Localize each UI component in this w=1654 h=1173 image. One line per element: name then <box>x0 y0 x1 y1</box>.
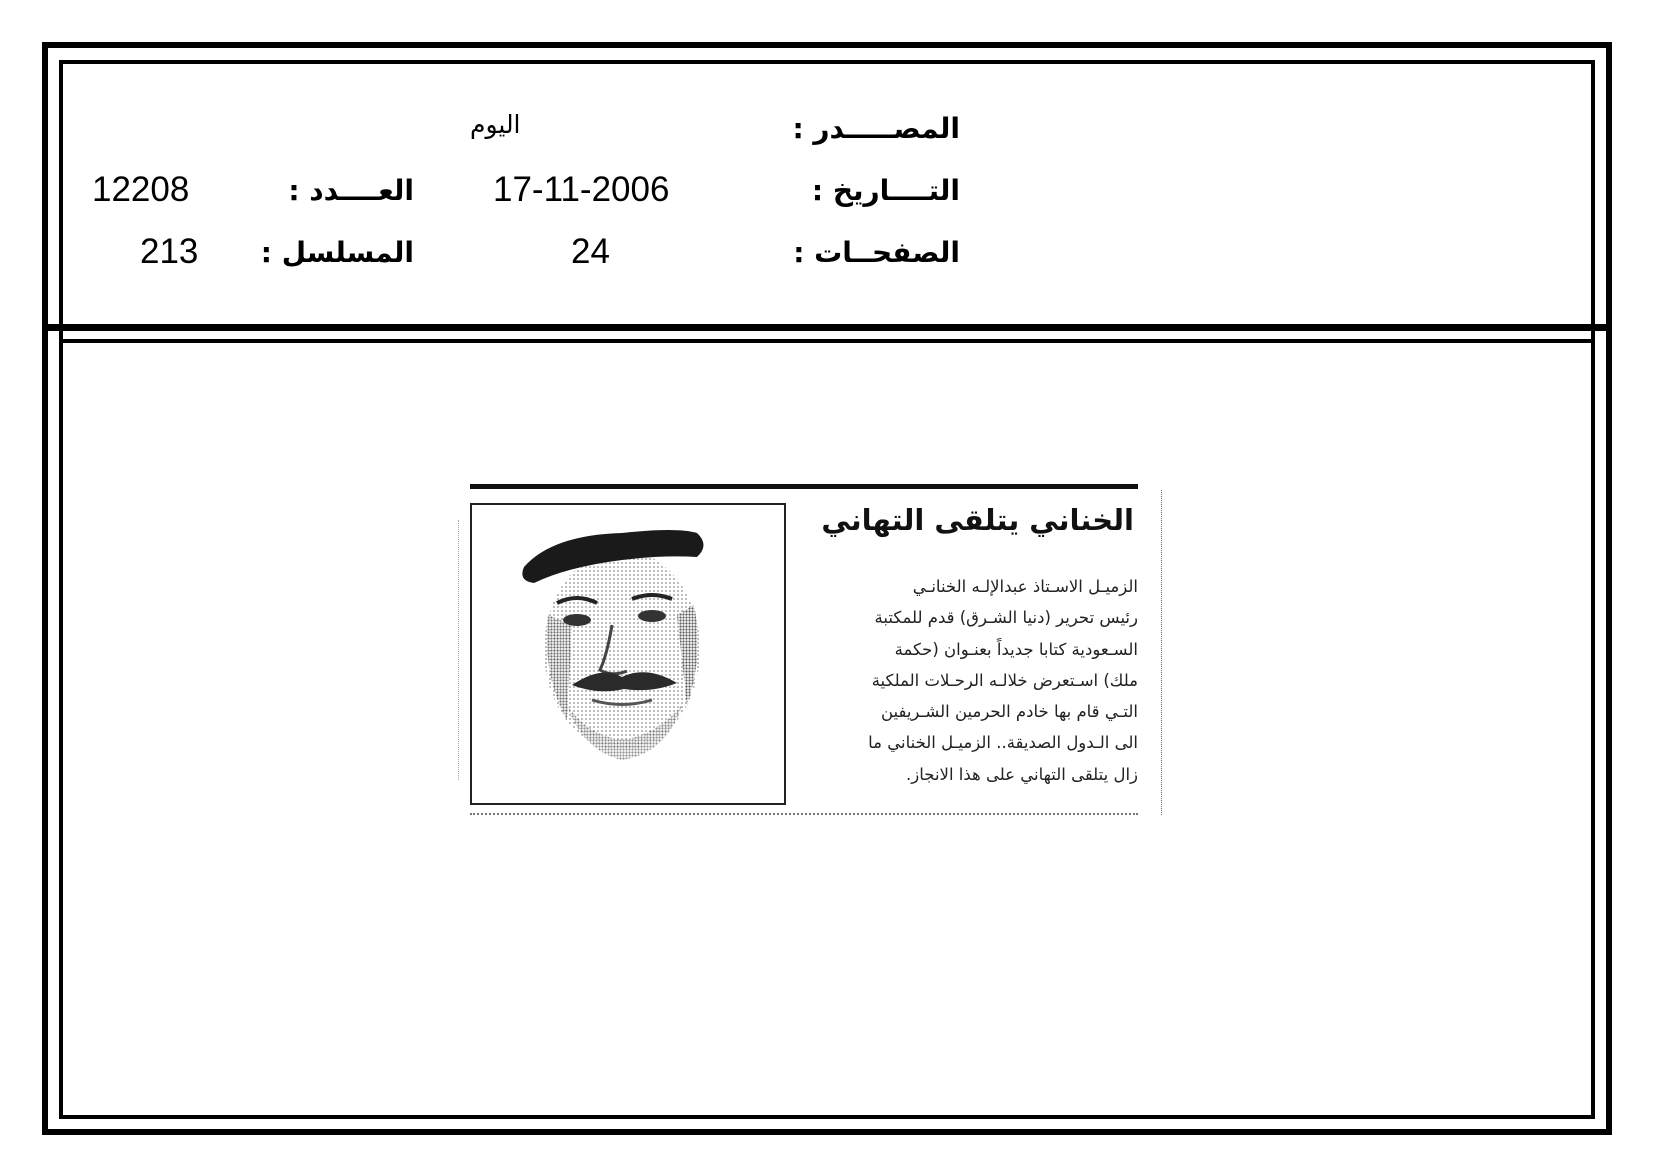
source-value: اليوم <box>470 110 521 139</box>
article-line: السـعودية كتابا جديداً بعنـوان (حكمة <box>894 639 1138 659</box>
clipping-left-rule <box>458 520 459 780</box>
article-line: التـي قام بها خادم الحرمين الشـريفين <box>880 702 1138 722</box>
issue-value: 12208 <box>92 170 190 209</box>
header-divider <box>42 324 1612 331</box>
pages-label: الصفحــات : <box>793 236 960 269</box>
article-line: رئيس تحرير (دنيا الشـرق) قدم للمكتبة <box>874 608 1138 628</box>
clipping-bottom-rule <box>470 813 1138 815</box>
article-line: زال يتلقى التهاني على هذا الانجاز. <box>906 764 1138 784</box>
clipping-top-rule <box>470 484 1138 489</box>
serial-label: المسلسل : <box>260 236 414 269</box>
date-label: التــــاريخ : <box>811 174 960 207</box>
header-divider-thin <box>59 339 1595 343</box>
source-label: المصـــــدر : <box>792 112 960 145</box>
date-value: 17-11-2006 <box>493 170 670 209</box>
portrait-photo-icon <box>470 503 786 805</box>
article-body <box>808 571 1138 790</box>
issue-label: العــــدد : <box>288 174 414 207</box>
serial-value: 213 <box>140 232 199 271</box>
article-line: الزميـل الاسـتاذ عبدالإلـه الخنانـي <box>912 577 1138 596</box>
article-line: ملك) اسـتعرض خلالـه الرحـلات الملكية <box>871 670 1138 690</box>
clipping-right-rule <box>1161 490 1163 815</box>
article-headline: الخناني يتلقى التهاني <box>821 503 1134 537</box>
article-line: الى الـدول الصديقة.. الزميـل الخناني ما <box>868 733 1138 753</box>
pages-value: 24 <box>571 232 610 271</box>
